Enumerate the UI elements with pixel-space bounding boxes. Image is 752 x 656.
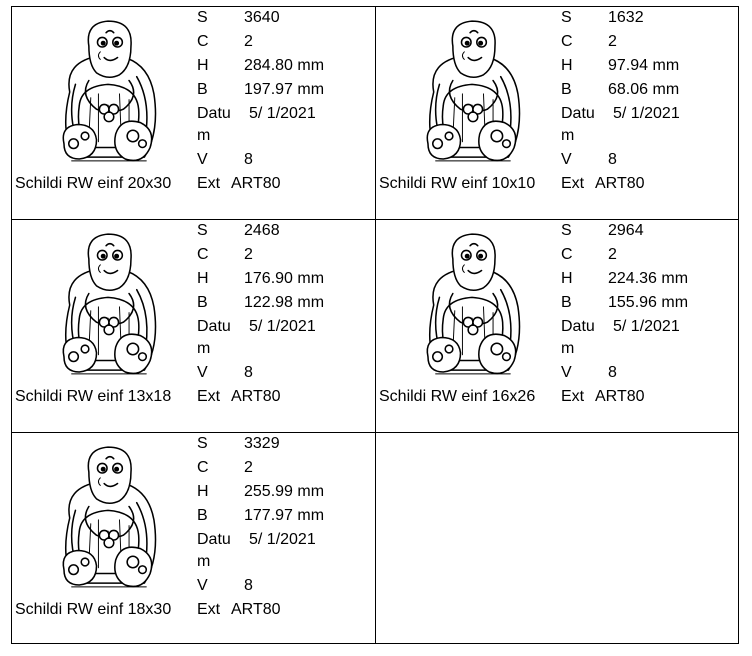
spec-list [197,433,367,623]
ext-value: ART80 [231,175,281,192]
stitches-label: S [197,222,208,239]
date-value: 5/ 1/2021 [249,318,316,335]
ext-label: Ext [561,175,585,192]
spec-list [197,7,367,197]
width-label: B [197,81,208,98]
stitches-label: S [561,9,572,26]
colors-value: 2 [608,33,617,50]
colors-label: C [561,33,573,50]
colors-value: 2 [608,246,617,263]
colors-value: 2 [244,459,253,476]
version-value: 8 [244,151,253,168]
date-value: 5/ 1/2021 [249,531,316,548]
turtle-outline-image [41,435,175,601]
height-label: H [561,57,573,74]
design-name: Schildi RW einf 16x26 [379,388,536,405]
date-value: 5/ 1/2021 [613,318,680,335]
ext-value: ART80 [595,175,645,192]
turtle-outline-image [405,9,539,175]
ext-value: ART80 [231,388,281,405]
design-name: Schildi RW einf 13x18 [15,388,172,405]
width-label: B [561,294,572,311]
width-value: 122.98 mm [244,294,325,311]
version-label: V [561,364,572,381]
turtle-outline-image [41,9,175,175]
colors-label: C [197,246,209,263]
stitches-label: S [561,222,572,239]
empty-cell [375,433,739,646]
ext-value: ART80 [231,601,281,618]
width-value: 197.97 mm [244,81,325,98]
version-label: V [197,151,208,168]
turtle-outline-image [405,222,539,388]
version-value: 8 [608,151,617,168]
version-label: V [197,364,208,381]
date-value: 5/ 1/2021 [613,105,680,122]
date-label: Datum [561,318,595,357]
version-value: 8 [244,577,253,594]
ext-label: Ext [561,388,585,405]
width-value: 155.96 mm [608,294,689,311]
date-label: Datum [197,318,231,357]
colors-value: 2 [244,33,253,50]
height-value: 255.99 mm [244,483,325,500]
height-label: H [561,270,573,287]
date-label: Datum [561,105,595,144]
version-label: V [197,577,208,594]
height-value: 176.90 mm [244,270,325,287]
stitches-value: 3329 [244,435,280,452]
height-label: H [197,57,209,74]
version-value: 8 [608,364,617,381]
width-value: 177.97 mm [244,507,325,524]
version-label: V [561,151,572,168]
height-label: H [197,483,209,500]
design-name: Schildi RW einf 10x10 [379,175,536,192]
catalog-sheet [11,6,739,644]
turtle-outline-image [41,222,175,388]
design-name: Schildi RW einf 18x30 [15,601,172,618]
width-label: B [197,507,208,524]
design-card [11,7,375,220]
spec-list [197,220,367,410]
colors-label: C [197,459,209,476]
stitches-label: S [197,9,208,26]
ext-value: ART80 [595,388,645,405]
height-value: 224.36 mm [608,270,689,287]
design-name: Schildi RW einf 20x30 [15,175,172,192]
stitches-label: S [197,435,208,452]
date-label: Datum [197,531,231,570]
ext-label: Ext [197,388,221,405]
date-value: 5/ 1/2021 [249,105,316,122]
height-value: 97.94 mm [608,57,680,74]
design-card [375,7,739,220]
colors-label: C [197,33,209,50]
stitches-value: 2964 [608,222,644,239]
design-card [11,433,375,646]
height-label: H [197,270,209,287]
version-value: 8 [244,364,253,381]
width-label: B [561,81,572,98]
height-value: 284.80 mm [244,57,325,74]
stitches-value: 2468 [244,222,280,239]
colors-value: 2 [244,246,253,263]
date-label: Datum [197,105,231,144]
spec-list [561,7,731,197]
ext-label: Ext [197,601,221,618]
design-card [11,220,375,433]
spec-list [561,220,731,410]
ext-label: Ext [197,175,221,192]
colors-label: C [561,246,573,263]
stitches-value: 1632 [608,9,644,26]
width-label: B [197,294,208,311]
design-card [375,220,739,433]
stitches-value: 3640 [244,9,280,26]
width-value: 68.06 mm [608,81,680,98]
